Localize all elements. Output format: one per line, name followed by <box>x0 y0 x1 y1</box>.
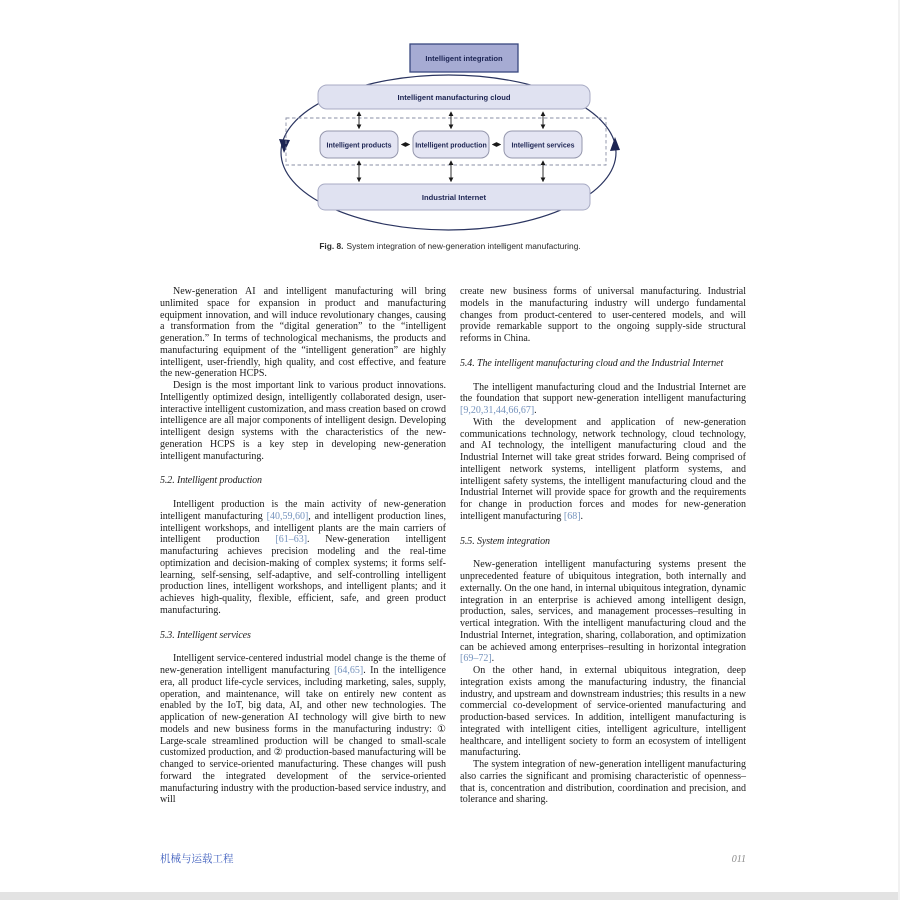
citation-link[interactable]: [69–72] <box>460 653 492 665</box>
svg-text:Industrial Internet: Industrial Internet <box>421 193 487 202</box>
citation-link[interactable]: [40,59,60] <box>266 510 309 522</box>
body-paragraph <box>160 653 446 806</box>
text-run: . <box>491 653 495 665</box>
svg-text:Intelligent manufacturing clou: Intelligent manufacturing cloud <box>397 93 511 102</box>
page-number: 011 <box>731 854 746 865</box>
section-heading: 5.2. Intelligent production <box>160 475 262 487</box>
citation-link[interactable]: [61–63] <box>275 534 308 546</box>
text-run: create new business forms of universal manufacturing. Industrial models in the manufacturing industry will undergo fundamental changes from product-centered to user-centered models, and will provide remarkable support to the ongoing supply-side structural reforms in China. <box>460 286 746 344</box>
text-run: Intelligent production is the main activity of new-generation intelligent manufacturing <box>160 499 446 522</box>
figure-caption <box>0 241 900 251</box>
node-intelligent-integration <box>410 44 518 72</box>
text-run: , and intelligent production lines, intelligent workshops, and intelligent plants are the main carriers of intelligent production <box>160 510 447 546</box>
cycle-arrowhead-right <box>610 137 620 151</box>
scan-bottom-edge <box>0 892 900 900</box>
body-paragraph <box>460 759 746 806</box>
node-intelligent-production <box>413 131 489 158</box>
text-run: . <box>580 510 584 522</box>
node-industrial-internet <box>318 184 590 210</box>
text-run: The intelligent manufacturing cloud and the Industrial Internet are the foundation that support new-generation intelligent manufacturing <box>460 381 746 405</box>
figure-caption-label: Fig. 8. <box>319 241 344 251</box>
system-integration-diagram <box>278 36 626 238</box>
body-paragraph <box>160 380 446 462</box>
body-paragraph <box>160 286 446 380</box>
text-run: . In the intelligence era, all product life-cycle services, including marketing, sales, supply, operation, and maintenance, will take on entirely new content as enabled by the IoT, big data, AI, and other new technologies. The application of new-generation AI technology will give birth to new models and new business forms in the manufacturing industry: ① Large-scale streamlined production will be changed to small-scale customized production, and ② production-based manufacturing will be changed to service-oriented manufacturing. These changes will push forward the integrated development of the service-oriented manufacturing industry with the production-based service industry, and will <box>160 665 446 806</box>
text-run: The system integration of new-generation intelligent manufacturing also carries the significant and promising characteristic of openness–that is, concentration and distribution, coordination and precision, and tolerance and sharing. <box>460 759 746 806</box>
text-run: Design is the most important link to various product innovations. Intelligently optimized design, intelligently collaborated design, user-interactive intelligent customization, and mass creation based on crowd intelligence are all major components of intelligent design. Developing intelligent design systems with the characteristics of the new-generation HCPS is a key step in developing new-generation intelligent manufacturing. <box>160 380 446 462</box>
section-heading: 5.4. The intelligent manufacturing cloud and the Industrial Internet <box>460 357 724 369</box>
right-column <box>460 286 746 806</box>
two-column-body <box>160 286 746 806</box>
body-paragraph <box>460 286 746 345</box>
citation-link[interactable]: [68] <box>563 510 581 522</box>
svg-text:Intelligent services: Intelligent services <box>511 142 575 150</box>
text-run: With the development and application of new-generation communications technology, network technology, cloud technology, and AI technology, the intelligent manufacturing cloud and the Industrial Internet will take great strides forward. Being comprised of intelligent network systems, intelligent platform systems, and intelligent safety systems, the intelligent manufacturing cloud and the Industrial Internet will provide space for growth and the requirements for change in production forces and modes for new-generation intelligent manufacturing <box>460 416 746 522</box>
body-paragraph <box>460 382 746 417</box>
body-paragraph <box>160 499 446 617</box>
node-intelligent-products <box>320 131 398 158</box>
text-run: New-generation intelligent manufacturing systems present the unprecedented feature of ubiquitous integration, both internally and externally. On the one hand, in internal ubiquitous integration, dynamic integration in an enterprise is achieved among intelligent design, production, sales, services, and management processes–resulting in vertical integration. With the intelligent manufacturing cloud and the Industrial Internet, integration, sharing, collaboration, and optimization can be achieved among enterprises–resulting in horizontal integration <box>460 559 746 653</box>
figure-8-diagram <box>278 36 626 238</box>
citation-link[interactable]: [64,65] <box>334 665 364 676</box>
text-run: New-generation AI and intelligent manufacturing will bring unlimited space for expansion in product and manufacturing equipment innovation, and will induce revolutionary changes, causing a transformation from the “digital generation” to the “intelligent generation.” In terms of technological mechanisms, the products and manufacturing equipment of the “intelligent generation” are highly intelligent, user-friendly, high quality, and cost effective, and feature the new-generation HCPS. <box>160 286 446 380</box>
section-heading: 5.5. System integration <box>460 535 550 547</box>
node-intelligent-services <box>504 131 582 158</box>
page-footer <box>160 851 746 866</box>
text-run: Intelligent service-centered industrial model change is the theme of new-generation intelligent manufacturing <box>160 653 446 676</box>
citation-link[interactable]: [9,20,31,44,66,67] <box>460 405 535 416</box>
svg-text:Intelligent products: Intelligent products <box>326 142 392 150</box>
section-heading: 5.3. Intelligent services <box>160 629 251 641</box>
body-paragraph <box>460 559 746 665</box>
body-paragraph <box>460 417 746 523</box>
text-run: . <box>534 405 537 416</box>
node-intelligent-manufacturing-cloud <box>318 85 590 109</box>
journal-section-name: 机械与运载工程 <box>160 853 234 865</box>
left-column <box>160 286 446 806</box>
svg-text:Intelligent integration: Intelligent integration <box>425 54 503 63</box>
text-run: . New-generation intelligent manufacturing achieves precision modeling and the real-time optimization and decision-making of complex systems; it forms self-learning, self-sensing, self-adaptive, and self-controlling intelligent production lines, intelligent workshops, and intelligent plants; and it achieves high-quality, flexible, efficient, safe, and green product manufacturing. <box>160 534 446 616</box>
figure-caption-text: System integration of new-generation intelligent manufacturing. <box>346 241 581 251</box>
text-run: On the other hand, in external ubiquitous integration, deep integration exists among the manufacturing industry, the financial industry, and upstream and downstream industries; this results in a new commercial co-development of service-oriented manufacturing and production-based services. In addition, intelligent manufacturing is integrated with intelligent cities, intelligent agriculture, intelligent healthcare, and intelligent society to form an ecosystem of intelligent manufacturing. <box>460 665 746 759</box>
body-paragraph <box>460 665 746 759</box>
svg-text:Intelligent production: Intelligent production <box>415 142 487 150</box>
